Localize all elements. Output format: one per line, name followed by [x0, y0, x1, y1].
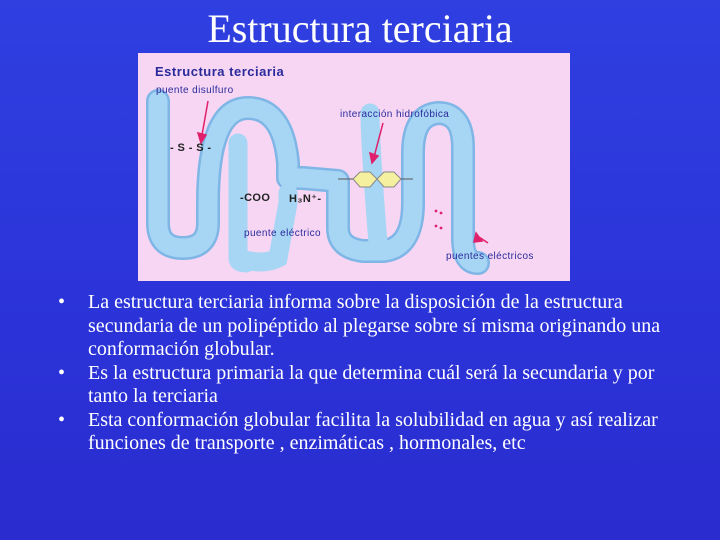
label-h3n: H₃N⁺- [289, 193, 322, 205]
label-interaccion-hidrofobica: interacción hidrofóbica [340, 109, 450, 120]
bullet-text: La estructura terciaria informa sobre la disposición de la estructura secundaria de un polipéptido al plegarse sobre sí misma originando una conformación globular. [88, 291, 661, 360]
slide-title: Estructura terciaria [207, 6, 513, 51]
figure-title: Estructura terciaria [155, 64, 285, 79]
label-puentes-electricos: puentes eléctricos [446, 251, 534, 262]
bullet-text: Esta conformación globular facilita la solubilidad en agua y así realizar funciones de transporte , enzimáticas , hormonales, etc [88, 408, 658, 454]
bullet-item [58, 362, 698, 409]
bullet-item [58, 291, 698, 362]
label-coo: -COO [240, 192, 271, 204]
label-disulfide-bond: - S - S - [170, 142, 212, 154]
bullet-marker: • [58, 361, 66, 384]
bullet-list [58, 291, 698, 456]
tertiary-structure-figure [138, 53, 570, 281]
bullet-text: Es la estructura primaria la que determina cuál será la secundaria y por tanto la terciaria [88, 361, 655, 407]
label-puente-electrico: puente eléctrico [244, 228, 322, 239]
bullet-marker: • [58, 291, 66, 313]
bullet-marker: • [58, 408, 66, 431]
electric-bond-dots [435, 210, 443, 230]
label-puente-disulfuro: puente disulfuro [156, 85, 234, 96]
bullet-item [58, 409, 698, 456]
